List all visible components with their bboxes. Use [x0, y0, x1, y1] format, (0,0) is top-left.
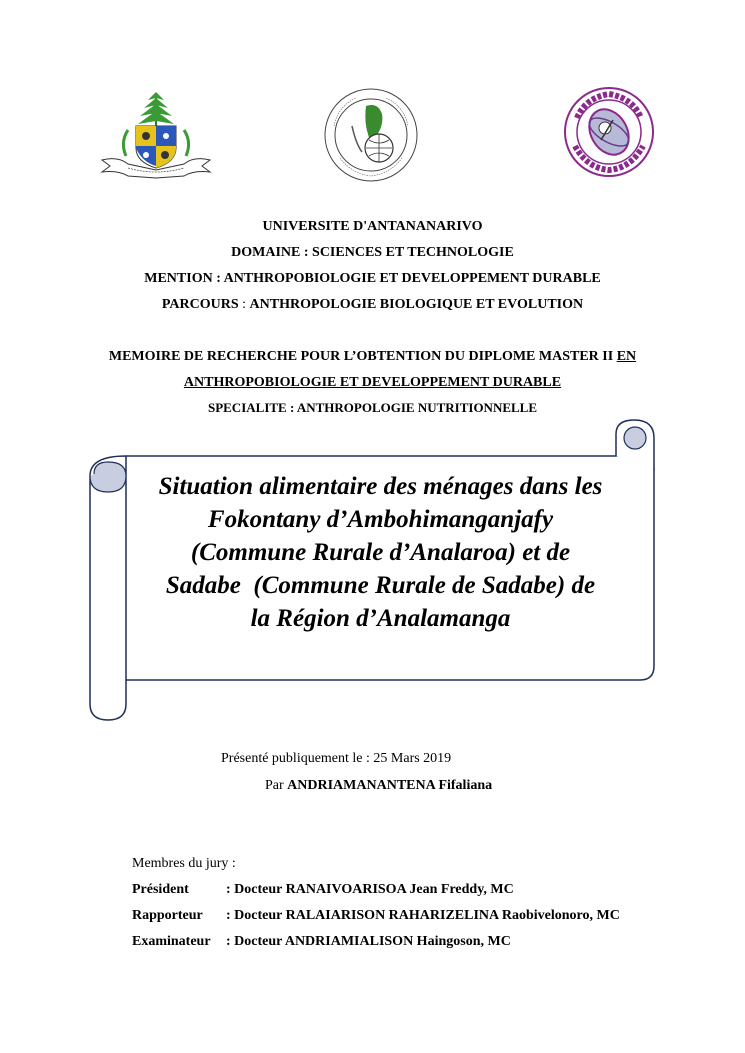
jury-role: Examinateur	[132, 934, 211, 949]
memoire-line-1	[0, 348, 745, 365]
mention-line: MENTION : ANTHROPOBIOLOGIE ET DEVELOPPEMENT DURABLE	[144, 271, 601, 286]
title-line-5: la Région d’Analamanga	[250, 605, 511, 632]
parcours-value: ANTHROPOLOGIE BIOLOGIQUE ET EVOLUTION	[249, 297, 584, 312]
title-line-1: Situation alimentaire des ménages dans les	[158, 473, 603, 500]
parcours-line	[0, 296, 745, 313]
memoire-line-2	[0, 374, 745, 391]
author-prefix: Par	[265, 778, 288, 793]
thesis-title	[128, 470, 633, 635]
university-name: UNIVERSITE D'ANTANANARIVO	[262, 219, 483, 234]
author-name: ANDRIAMANANTENA Fifaliana	[287, 778, 493, 793]
jury-member-name: : Docteur RANAIVOARISOA Jean Freddy, MC	[226, 882, 514, 897]
author-line	[265, 778, 492, 794]
memoire-main-text: MEMOIRE DE RECHERCHE POUR L’OBTENTION DU DIPLOME MASTER II	[108, 349, 617, 364]
jury-member-name: : Docteur ANDRIAMIALISON Haingoson, MC	[226, 934, 511, 949]
title-line-2: Fokontany d’Ambohimanganjafy	[207, 506, 554, 533]
title-line-3: (Commune Rurale d’Analaroa) et de	[190, 539, 571, 566]
jury-role: Président	[132, 882, 189, 897]
domaine-line: DOMAINE : SCIENCES ET TECHNOLOGIE	[231, 245, 514, 260]
memoire-underlined-field: ANTHROPOBIOLOGIE ET DEVELOPPEMENT DURABLE	[183, 375, 562, 390]
domaine-madagascar-globe-logo-icon	[322, 86, 420, 184]
jury-role: Rapporteur	[132, 908, 203, 923]
title-line-4: Sadabe (Commune Rurale de Sadabe) de	[165, 572, 596, 599]
jury-member-name: : Docteur RALAIARISON RAHARIZELINA Raobivelonoro, MC	[226, 908, 620, 923]
university-coat-of-arms-icon	[98, 86, 214, 182]
presentation-date: Présenté publiquement le : 25 Mars 2019	[221, 751, 452, 766]
memoire-underlined-en: EN	[616, 349, 637, 364]
jury-heading: Membres du jury :	[132, 856, 236, 871]
parcours-separator: :	[238, 297, 250, 312]
specialite-line: SPECIALITE : ANTHROPOLOGIE NUTRITIONNELLE	[207, 400, 538, 415]
faculte-des-sciences-logo-icon	[561, 84, 657, 180]
parcours-label: PARCOURS	[161, 297, 239, 312]
